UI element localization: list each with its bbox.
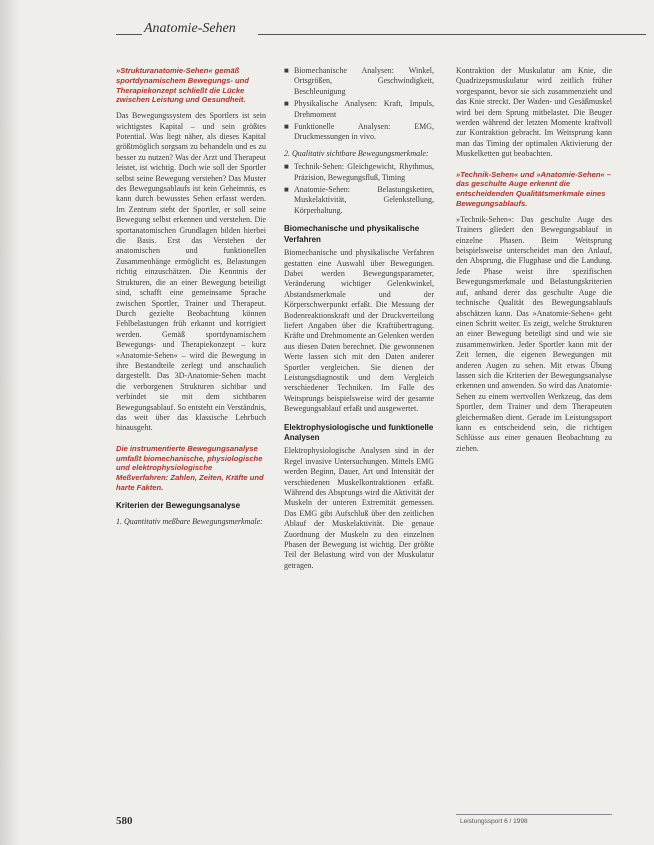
- column-2: [284, 66, 434, 575]
- list-item: ■ Funktionelle Analysen: EMG, Druckmessungen in vivo.: [284, 122, 434, 142]
- body-paragraph: Das Bewegungssystem des Sportlers ist sein wichtigstes Kapital – und sein größtes Potential. Was liegt näher, als dieses Kapital größtmöglich sorgsam zu behandeln und es zu besser zu nutzen? Was der Arzt und Therapeut leistet, ist wichtig. Doch wie soll der Sportler selbst seine Bewegung verstehen? Das Muster des Bewegungsablaufs ist kein Geheimnis, es kann durch bewusstes Sehen erfasst werden. Im Zentrum steht der Sportler, er soll seine Bewegung selbst erkennen und verstehen. Die sportanatomischen Grundlagen bilden hierbei die Basis. Erst das Verstehen der anatomischen und funktionellen Zusammenhänge ermöglicht es, Belastungen richtig einzuschätzen. Die Kenntnis der Strukturen, die an einer Bewegung beteiligt sind, schafft eine gemeinsame Sprache zwischen Sportler, Trainer und Therapeut. Durch gezielte Beobachtung können Fehlbelastungen früh erkannt und korrigiert werden. Gemäß sportdynamischem Bewegungs- und Therapiekonzept – kurz »Anatomie-Sehen« – wird die Bewegung in ihre Bestandteile zerlegt und anschaulich dargestellt. Das 3D-Anatomie-Sehen macht die verborgenen Strukturen sichtbar und verbindet sie mit dem sichtbaren Bewegungsablauf. So entsteht ein Verständnis, das weit über das klassische Lehrbuch hinausgeht.: [116, 111, 266, 433]
- body-paragraph: Elektrophysiologische Analysen sind in der Regel invasive Untersuchungen. Mittels EMG werden Beginn, Dauer, Art und Intensität der verschiedenen Muskelkontraktionen erfaßt. Während des Absprungs wird die Aktivität der Muskeln der unteren Extremität gemessen. Das EMG gibt Aufschluß über den zeitlichen Ablauf der Muskelaktivität. Die genaue Zuordnung der Muskeln zu den einzelnen Phasen der Bewegung ist wichtig. Der größte Teil der Belastung wird von der Muskulatur getragen.: [284, 446, 434, 570]
- list-item: ■ Biomechanische Analysen: Winkel, Ortsgrößen, Geschwindigkeit, Beschleunigung: [284, 66, 434, 96]
- column-3: [456, 66, 612, 458]
- criteria-label-2: 2. Qualitativ sichtbare Bewegungsmerkmale:: [284, 148, 429, 158]
- list-item: ■ Anatomie-Sehen: Belastungsketten, Muskelaktivität, Gelenkstellung, Körperhaltung.: [284, 185, 434, 215]
- bullet-icon: ■: [284, 99, 289, 109]
- page-binding-edge: [0, 0, 20, 845]
- subheading-criteria: Kriterien der Bewegungsanalyse: [116, 500, 241, 510]
- subheading-biomechanical: Biomechanische und physikalische Verfahren: [284, 224, 420, 244]
- column-1: [116, 66, 266, 531]
- bullet-list-1: [284, 66, 434, 143]
- page-header: [116, 20, 646, 40]
- section-title: Anatomie-Sehen: [144, 21, 236, 36]
- footer-rule: [456, 814, 612, 815]
- lead-paragraph: »Strukturanatomie-Sehen« gemäß sportdynamischem Bewegungs- und Therapiekonzept schließt die Lücke zwischen Leistung und Gesundheit.: [116, 66, 249, 105]
- criteria-label-1: 1. Quantitativ meßbare Bewegungsmerkmale:: [116, 517, 263, 527]
- header-rule-left: [116, 34, 142, 35]
- body-paragraph: Kontraktion der Muskulatur am Knie, die Quadrizepsmuskulatur wird zeitlich früher vorgespannt, bevor sie sich zusammenzieht und das Knie streckt. Der Waden- und Gesäßmuskel wird bei dem Sprung mitbelastet. Die Beuger werden während der letzten Momente kraftvoll zur Kontraktion gebracht. Im Weitsprung kann man das Timing der optimalen Aktivierung der Muskelketten gut beobachten.: [456, 66, 612, 159]
- journal-footer: Leistungssport 6 / 1998: [460, 818, 528, 825]
- bullet-icon: ■: [284, 66, 289, 75]
- subheading-electrophysiological: Elektrophysiologische und funktionelle Analysen: [284, 422, 434, 442]
- header-rule-right: [258, 34, 646, 35]
- body-paragraph: »Technik-Sehen«: Das geschulte Auge des Trainers gliedert den Bewegungsablauf in einzelne Phasen. Beim Weitsprung beispielsweise unterscheidet man den Anlauf, den Absprung, die Flugphase und die Landung. Jede Phase weist ihre spezifischen Bewegungsmerkmale und Belastungskriterien auf, anhand derer das geschulte Auge die technische Qualität des Bewegungsablaufs abschätzen kann. Das »Anatomie-Sehen« geht einen Schritt weiter. Es zeigt, welche Strukturen an einer Bewegung beteiligt sind und wie sie zusammenwirken. Jeder Sportler kann mit der Zeit lernen, die eigenen Bewegungen mit anderen Augen zu sehen. Mit etwas Übung lassen sich die Kriterien der Bewegungsanalyse erkennen und anwenden. So wird das Anatomie-Sehen zu einem wertvollen Werkzeug, das dem Sportler, dem Trainer und dem Therapeuten gleichermaßen dient. Gerade im Leistungssport kann es entscheidend sein, die richtigen Schlüsse aus einer genauen Beobachtung zu ziehen.: [456, 214, 612, 453]
- lead-paragraph-3: »Technik-Sehen« und »Anatomie-Sehen« – das geschulte Auge erkennt die entscheidenden Qualitätsmerkmale eines Bewegungsablaufs.: [456, 169, 612, 209]
- lead-paragraph-2: Die instrumentierte Bewegungsanalyse umfaßt biomechanische, physiologische und elektrophysiologische Meßverfahren: Zahlen, Zeiten, Kräfte und harte Fakten.: [116, 443, 264, 492]
- list-item: ■ Physikalische Analysen: Kraft, Impuls, Drehmoment: [284, 99, 434, 119]
- bullet-list-2: [284, 162, 434, 216]
- bullet-icon: ■: [284, 122, 289, 132]
- page-number: 580: [116, 815, 133, 827]
- list-item: ■ Technik-Sehen: Gleichgewicht, Rhythmus, Präzision, Bewegungsfluß, Timing: [284, 162, 434, 182]
- body-paragraph: Biomechanische und physikalische Verfahren gestatten eine Auswahl über Bewegungen. Dabei werden Bewegungsparameter, Veränderung wichtiger Gelenkwinkel, Abstandsmerkmale und der Körperschwerpunkt erfaßt. Die Messung der Bodenreaktionskraft und der Druckverteilung liefert Angaben über die Kraftübertragung. Kräfte und Drehmomente an Gelenken werden aus diesen Daten berechnet. Die gewonnenen Werte lassen sich mit den Daten anderer Sportler vergleichen. Sie dienen der Leistungsdiagnostik und dem Vergleich verschiedener Techniken. Im Falle des Weitsprungs beispielsweise wird der gesamte Bewegungsablauf erfaßt und ausgewertet.: [284, 248, 434, 414]
- bullet-icon: ■: [284, 185, 289, 195]
- bullet-icon: ■: [284, 162, 289, 172]
